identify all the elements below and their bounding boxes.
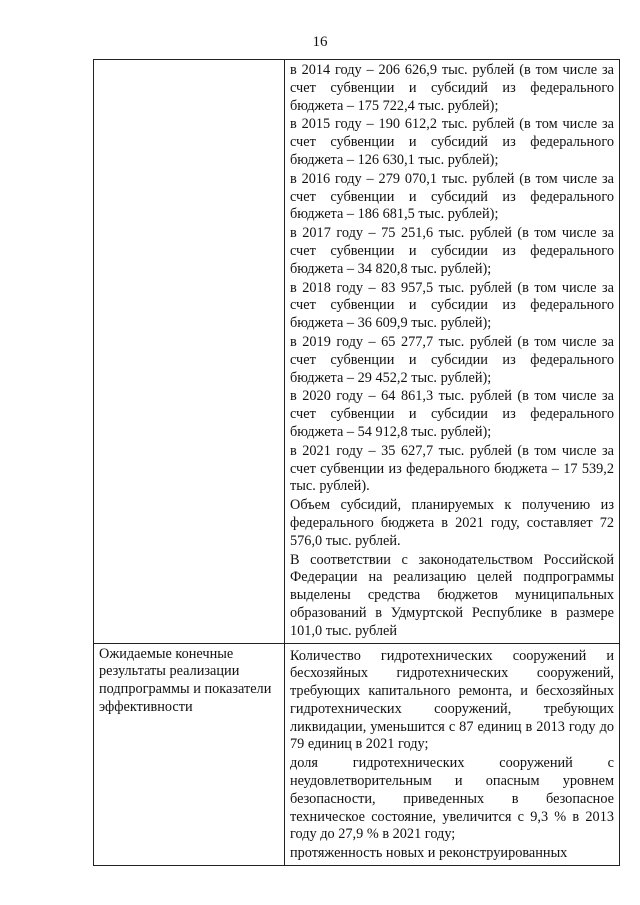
table-row-funding	[94, 60, 620, 644]
funding-2016: в 2016 году – 279 070,1 тыс. рублей (в том числе за счет субвенции и субсидий из федерального бюджета – 186 681,5 тыс. рублей);	[290, 170, 614, 223]
row-content-cell	[285, 60, 620, 644]
row-label-cell: Ожидаемые конечные результаты реализации подпрограммы и показатели эффективности	[94, 643, 285, 866]
result-safety-share: доля гидротехнических сооружений с неудовлетворительным и опасным уровнем безопасности, приведенных в безопасное техническое состояние, увеличится с 9,3 % в 2013 году до 27,9 % в 2021 году;	[290, 755, 614, 843]
row-label-cell	[94, 60, 285, 644]
funding-2019: в 2019 году – 65 277,7 тыс. рублей (в том числе за счет субвенции и субсидии из федерального бюджета – 29 452,2 тыс. рублей);	[290, 333, 614, 386]
table-row-expected-results	[94, 643, 620, 866]
municipal-funds-paragraph: В соответствии с законодательством Российской Федерации на реализацию целей подпрограммы выделены средства бюджетов муниципальных образований в Удмуртской Республике в размере 101,0 тыс. рублей	[290, 551, 614, 639]
result-structures-count: Количество гидротехнических сооружений и бесхозяйных гидротехнических сооружений, требующих капитального ремонта, и бесхозяйных гидротехнических сооружений, требующих ликвидации, уменьшится с 87 единиц в 2013 году до 79 единиц в 2021 году;	[290, 647, 614, 753]
federal-subsidies-paragraph: Объем субсидий, планируемых к получению из федерального бюджета в 2021 году, составляет 72 576,0 тыс. рублей.	[290, 497, 614, 549]
funding-2021: в 2021 году – 35 627,7 тыс. рублей (в том числе за счет субвенции из федерального бюджета – 17 539,2 тыс. рублей).	[290, 442, 614, 495]
funding-2017: в 2017 году – 75 251,6 тыс. рублей (в том числе за счет субвенции и субсидии из федерального бюджета – 34 820,8 тыс. рублей);	[290, 225, 614, 277]
funding-2014: в 2014 году – 206 626,9 тыс. рублей (в том числе за счет субвенции и субсидий из федерального бюджета – 175 722,4 тыс. рублей);	[290, 62, 614, 114]
result-length-partial: протяженность новых и реконструированных	[290, 845, 568, 862]
funding-2018: в 2018 году – 83 957,5 тыс. рублей (в том числе за счет субвенции и субсидии из федерального бюджета – 36 609,9 тыс. рублей);	[290, 279, 614, 332]
funding-2020: в 2020 году – 64 861,3 тыс. рублей (в том числе за счет субвенции и субсидии из федерального бюджета – 54 912,8 тыс. рублей);	[290, 388, 614, 440]
row-content-cell	[285, 643, 620, 866]
subprogram-passport-table	[93, 59, 620, 866]
funding-2015: в 2015 году – 190 612,2 тыс. рублей (в том числе за счет субвенции и субсидий из федерального бюджета – 126 630,1 тыс. рублей);	[290, 116, 614, 168]
page-number: 16	[312, 34, 328, 50]
